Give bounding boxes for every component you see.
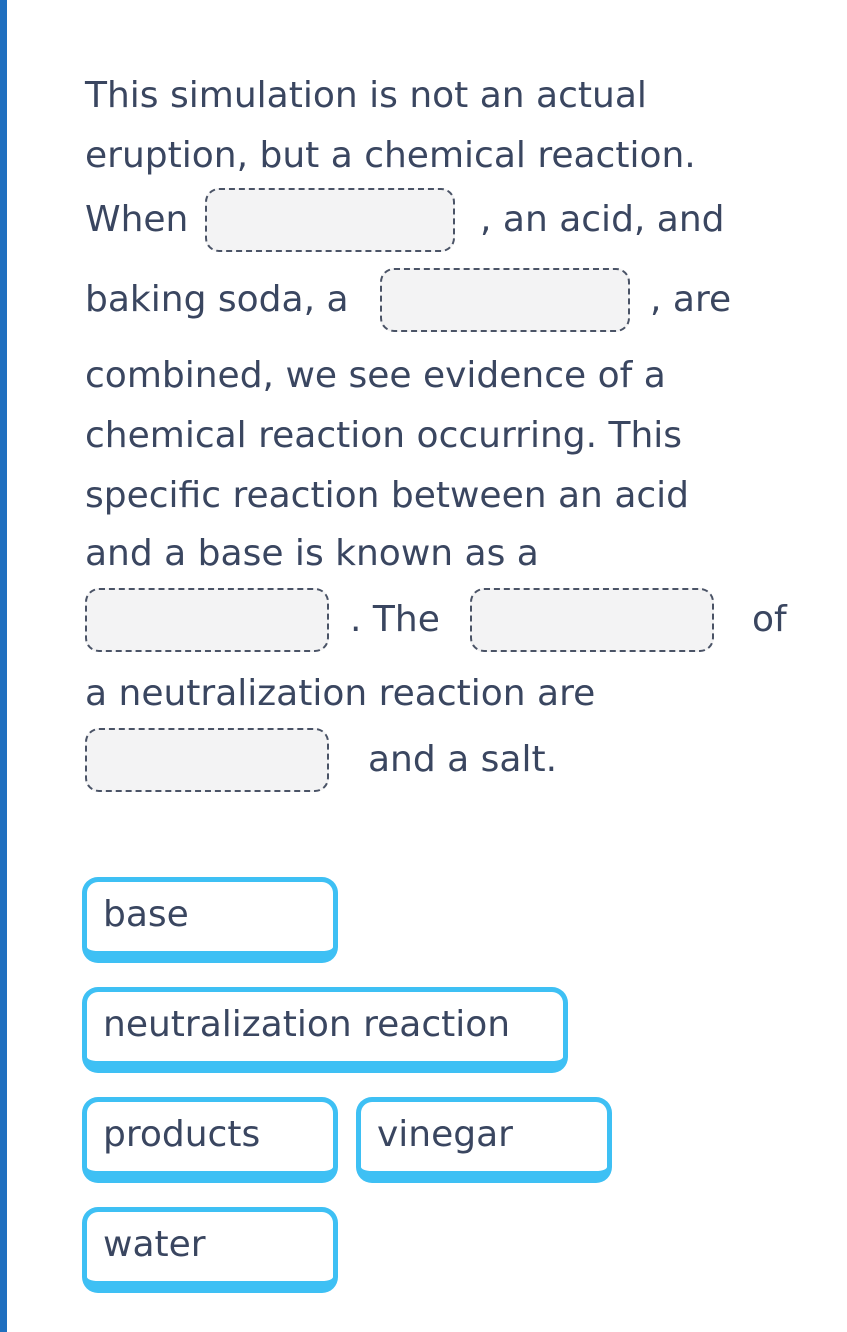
passage-line-1: This simulation is not an actual [85, 75, 647, 116]
passage-line-11-end: and a salt. [368, 739, 558, 780]
passage-line-4-start: baking soda, a [85, 279, 349, 320]
passage-line-4-end: , are [650, 279, 732, 320]
answer-blank-2[interactable] [380, 268, 630, 332]
word-chip-neutralization-reaction[interactable]: neutralization reaction [82, 987, 568, 1073]
passage-line-8: and a base is known as a [85, 533, 539, 574]
word-chip-vinegar[interactable]: vinegar [356, 1097, 612, 1183]
answer-blank-5[interactable] [85, 728, 329, 792]
word-chip-base[interactable]: base [82, 877, 338, 963]
word-chip-products[interactable]: products [82, 1097, 338, 1183]
passage-line-2: eruption, but a chemical reaction. [85, 135, 696, 176]
word-chip-water[interactable]: water [82, 1207, 338, 1293]
passage-line-9-end: of [752, 599, 787, 640]
passage-line-3-start: When [85, 199, 189, 240]
passage-line-3-end: , an acid, and [480, 199, 725, 240]
answer-blank-3[interactable] [85, 588, 329, 652]
passage-line-5: combined, we see evidence of a [85, 355, 666, 396]
answer-blank-4[interactable] [470, 588, 714, 652]
passage-line-6: chemical reaction occurring. This [85, 415, 683, 456]
answer-blank-1[interactable] [205, 188, 455, 252]
passage-line-9-mid: . The [350, 599, 440, 640]
left-accent-bar [0, 0, 7, 1332]
passage-line-10: a neutralization reaction are [85, 673, 596, 714]
passage-line-7: specific reaction between an acid [85, 475, 690, 516]
